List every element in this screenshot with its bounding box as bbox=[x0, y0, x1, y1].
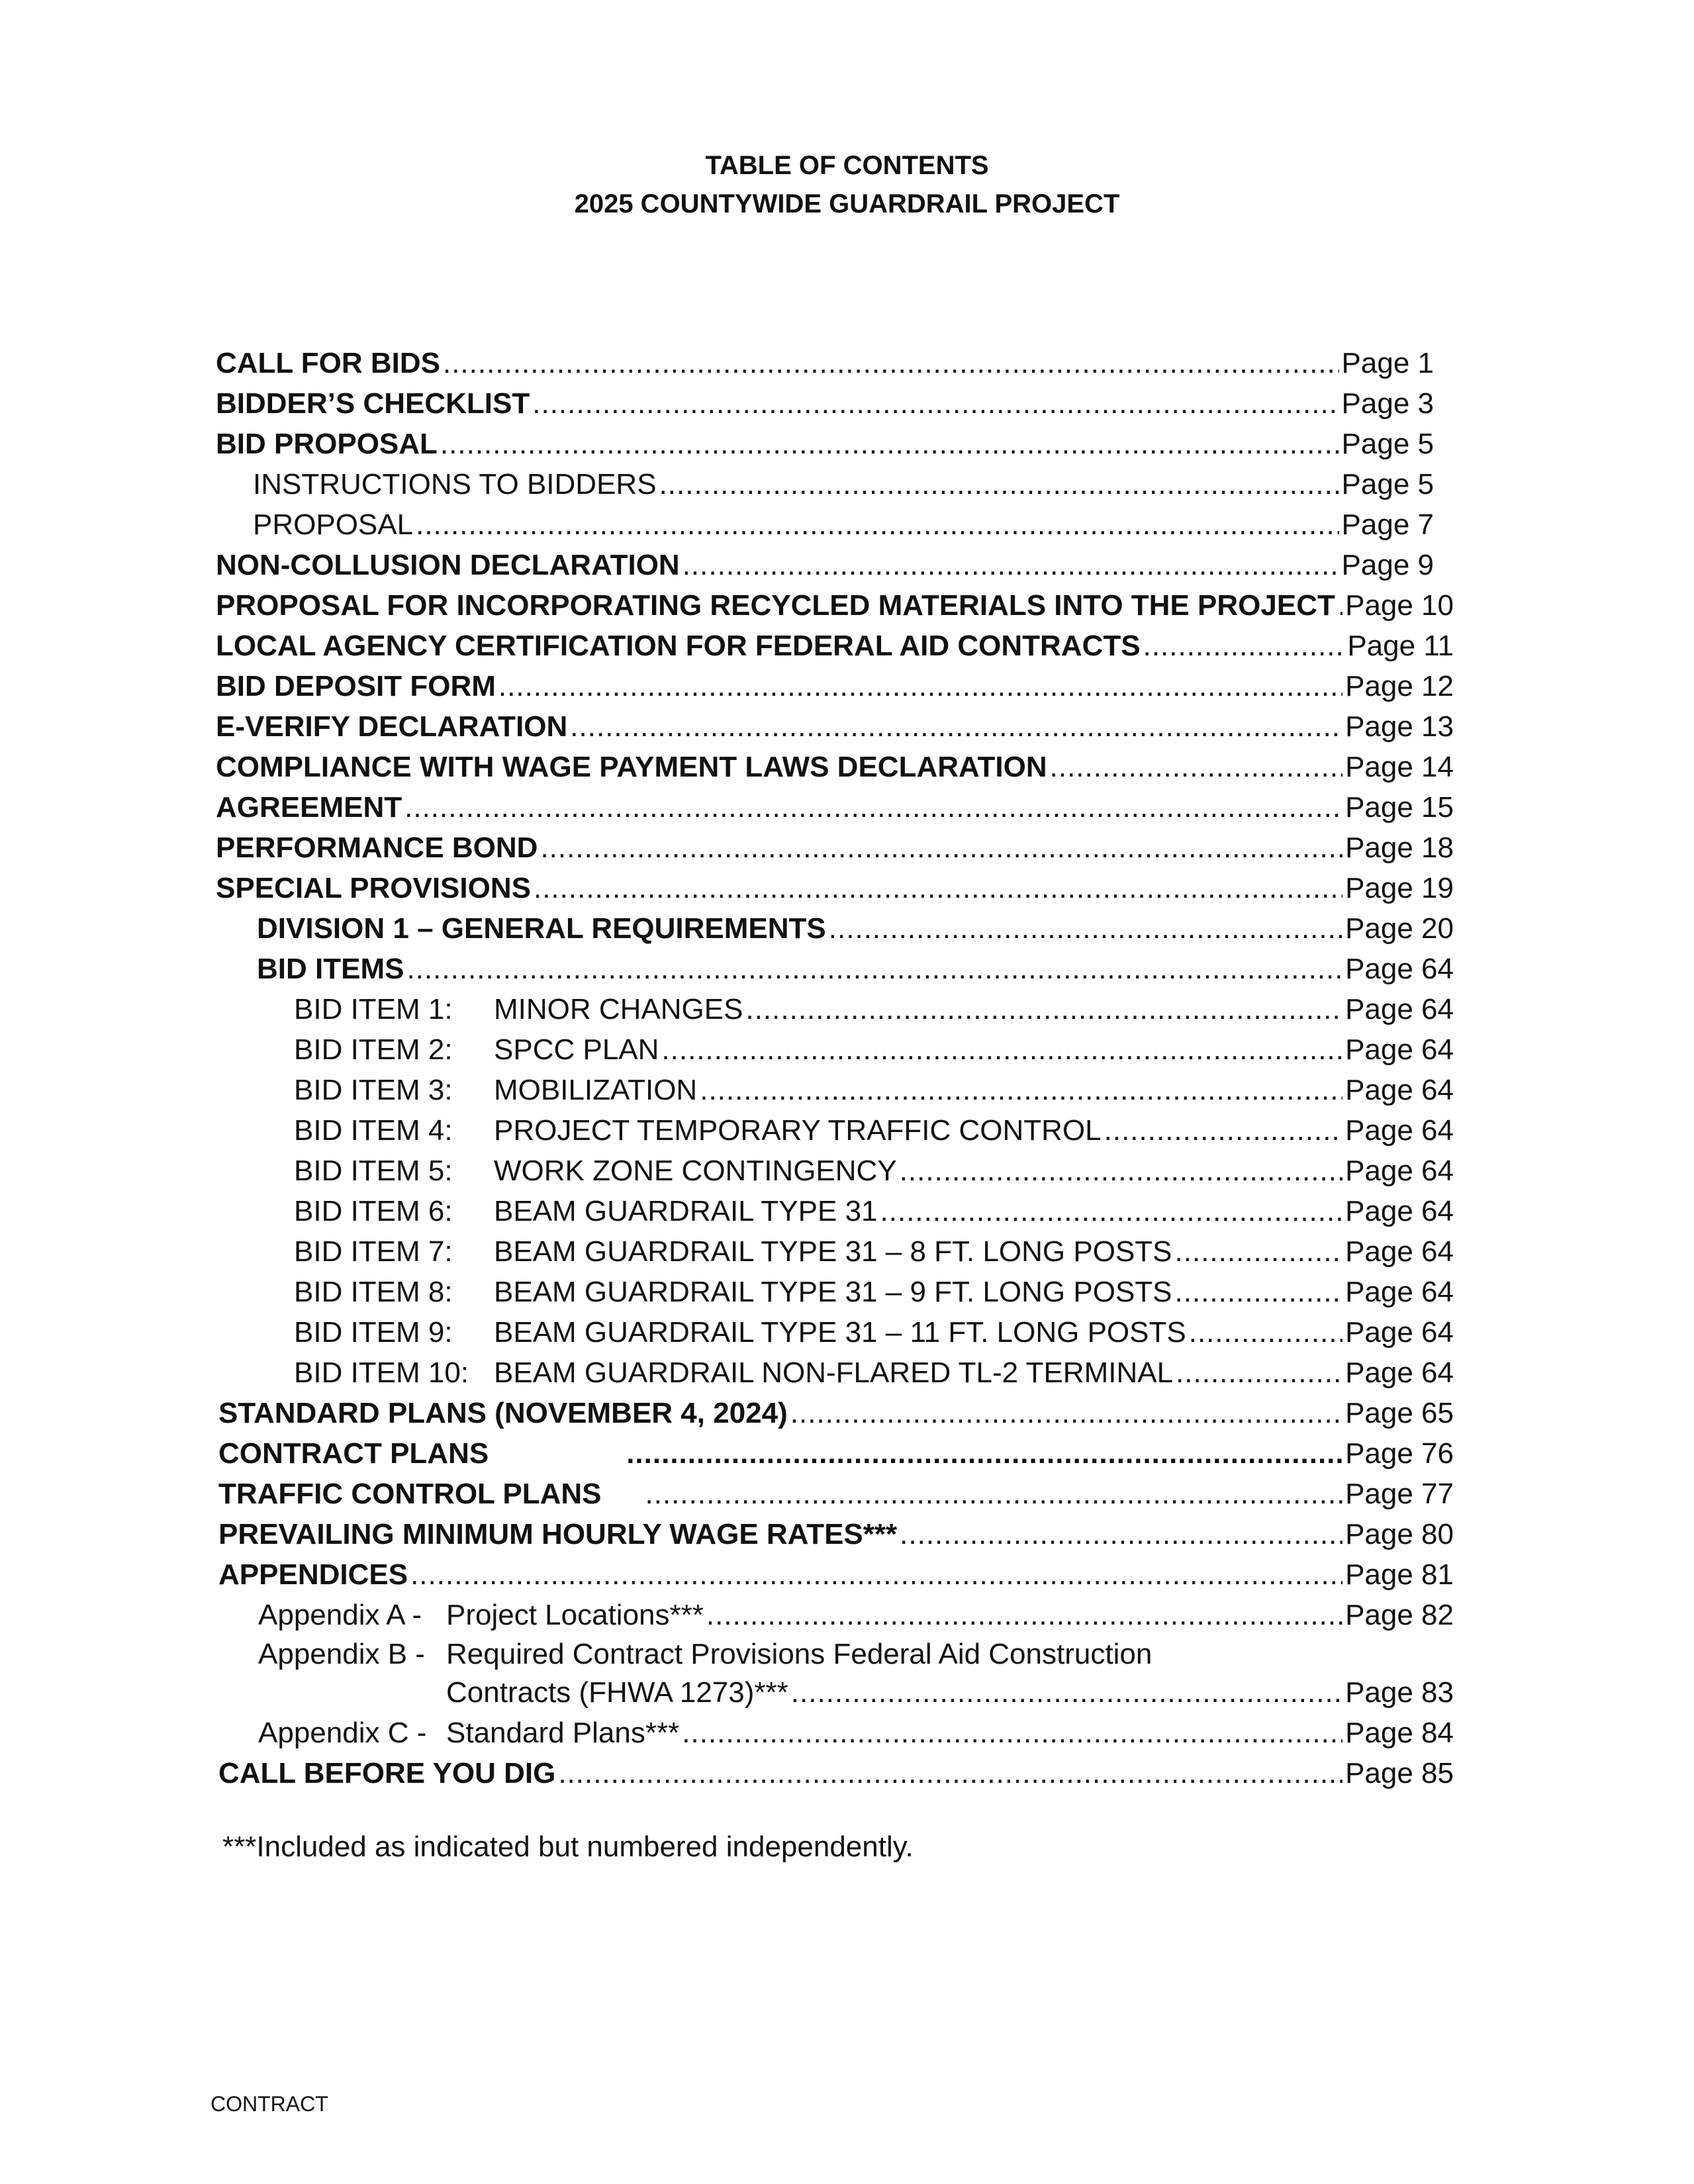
toc-entry-label: SPECIAL PROVISIONS bbox=[216, 872, 531, 904]
toc-entry-label: PREVAILING MINIMUM HOURLY WAGE RATES*** bbox=[218, 1518, 898, 1550]
toc-entry-bid-item-4[interactable] bbox=[294, 1111, 1454, 1151]
toc-entry-page: Page 64 bbox=[1345, 993, 1454, 1025]
dot-leader bbox=[745, 990, 1342, 1029]
page-subtitle: 2025 COUNTYWIDE GUARDRAIL PROJECT bbox=[574, 189, 1120, 218]
toc-entry-label: STANDARD PLANS (NOVEMBER 4, 2024) bbox=[218, 1397, 788, 1429]
toc-entry-label: Required Contract Provisions Federal Aid Construction bbox=[446, 1638, 1153, 1670]
bid-item-number: BID ITEM 9: bbox=[294, 1316, 453, 1349]
dot-leader bbox=[558, 1754, 1342, 1793]
toc-entry-bid-item-5[interactable] bbox=[294, 1151, 1454, 1191]
dot-leader bbox=[791, 1673, 1342, 1713]
toc-entry-standard-plans[interactable] bbox=[218, 1394, 1454, 1433]
toc-entry-page: Page 64 bbox=[1345, 1235, 1454, 1268]
toc-entry-page: Page 85 bbox=[1345, 1757, 1454, 1789]
dot-leader bbox=[416, 505, 1339, 545]
toc-entry-bid-deposit-form[interactable] bbox=[216, 667, 1454, 706]
toc-entry-page: Page 64 bbox=[1345, 1356, 1454, 1389]
dot-leader bbox=[498, 667, 1342, 706]
toc-entry-page: Page 5 bbox=[1341, 468, 1434, 500]
dot-leader bbox=[1104, 1111, 1342, 1151]
toc-entry-label: BEAM GUARDRAIL TYPE 31 bbox=[494, 1195, 878, 1227]
toc-entry-page: Page 64 bbox=[1345, 1276, 1454, 1308]
toc-entry-bid-items[interactable] bbox=[257, 949, 1454, 989]
toc-entry-label: CALL BEFORE YOU DIG bbox=[218, 1757, 556, 1789]
toc-entry-traffic-control-plans[interactable] bbox=[218, 1474, 1454, 1514]
toc-entry-page: Page 82 bbox=[1345, 1599, 1454, 1631]
bid-item-number: BID ITEM 1: bbox=[294, 993, 453, 1025]
toc-entry-bid-item-9[interactable] bbox=[294, 1313, 1454, 1353]
dot-leader bbox=[900, 1151, 1342, 1191]
toc-entry-page: Page 7 bbox=[1341, 508, 1434, 541]
toc-entry-bid-item-1[interactable] bbox=[294, 990, 1454, 1029]
bid-item-number: BID ITEM 8: bbox=[294, 1276, 453, 1308]
dot-leader bbox=[406, 949, 1342, 989]
dot-leader bbox=[540, 828, 1342, 868]
toc-entry-division-1[interactable] bbox=[257, 909, 1454, 949]
dot-leader bbox=[1189, 1313, 1342, 1353]
toc-entry-label: BID DEPOSIT FORM bbox=[216, 670, 496, 702]
toc-entry-special-provisions[interactable] bbox=[216, 869, 1454, 908]
appendix-letter: Appendix A - bbox=[258, 1599, 422, 1631]
bid-item-number: BID ITEM 3: bbox=[294, 1074, 453, 1106]
toc-entry-page: Page 64 bbox=[1345, 1114, 1454, 1147]
toc-entry-proposal[interactable] bbox=[253, 505, 1434, 545]
toc-entry-label: DIVISION 1 – GENERAL REQUIREMENTS bbox=[257, 912, 826, 945]
toc-entry-page: Page 12 bbox=[1345, 670, 1454, 702]
toc-entry-label: MINOR CHANGES bbox=[494, 993, 743, 1025]
toc-entry-bidders-checklist[interactable] bbox=[216, 384, 1434, 424]
toc-entry-label: BIDDER’S CHECKLIST bbox=[216, 387, 530, 420]
toc-entry-label: PROJECT TEMPORARY TRAFFIC CONTROL bbox=[494, 1114, 1102, 1147]
toc-entry-wage-payment-laws[interactable] bbox=[216, 747, 1454, 787]
toc-entry-label: E-VERIFY DECLARATION bbox=[216, 710, 568, 743]
dot-leader bbox=[1175, 1272, 1343, 1312]
toc-entry-label: APPENDICES bbox=[218, 1558, 408, 1591]
bid-item-number: BID ITEM 5: bbox=[294, 1155, 453, 1187]
toc-entry-label: BEAM GUARDRAIL NON-FLARED TL-2 TERMINAL bbox=[494, 1356, 1174, 1389]
dot-leader bbox=[790, 1394, 1342, 1433]
toc-entry-non-collusion[interactable] bbox=[216, 546, 1434, 585]
dot-leader bbox=[1050, 747, 1342, 787]
toc-entry-bid-item-10[interactable] bbox=[294, 1353, 1454, 1393]
toc-entry-label: BEAM GUARDRAIL TYPE 31 – 9 FT. LONG POSTS bbox=[494, 1276, 1172, 1308]
toc-entry-page: Page 20 bbox=[1345, 912, 1454, 945]
toc-entry-page: Page 18 bbox=[1345, 831, 1454, 864]
dot-leader bbox=[682, 546, 1339, 585]
dot-leader bbox=[534, 869, 1342, 908]
dot-leader bbox=[1175, 1232, 1343, 1272]
dot-leader bbox=[706, 1595, 1342, 1635]
toc-entry-bid-item-6[interactable] bbox=[294, 1192, 1454, 1231]
toc-entry-page: Page 65 bbox=[1345, 1397, 1454, 1429]
toc-entry-page: Page 14 bbox=[1345, 751, 1454, 783]
toc-entry-page: Page 11 bbox=[1347, 630, 1454, 662]
toc-entry-label: NON-COLLUSION DECLARATION bbox=[216, 549, 680, 581]
toc-entry-bid-item-8[interactable] bbox=[294, 1272, 1454, 1312]
dot-leader bbox=[626, 1434, 1342, 1474]
dot-leader bbox=[440, 424, 1339, 464]
toc-entry-bid-item-3[interactable] bbox=[294, 1070, 1454, 1110]
toc-entry-page: Page 64 bbox=[1345, 953, 1454, 985]
toc-entry-label: MOBILIZATION bbox=[494, 1074, 698, 1106]
toc-entry-label: CONTRACT PLANS bbox=[218, 1437, 489, 1470]
toc-entry-instructions-to-bidders[interactable] bbox=[253, 465, 1434, 504]
bid-item-number: BID ITEM 7: bbox=[294, 1235, 453, 1268]
toc-entry-page: Page 19 bbox=[1345, 872, 1454, 904]
dot-leader bbox=[645, 1474, 1343, 1514]
toc-entry-label: PERFORMANCE BOND bbox=[216, 831, 538, 864]
toc-entry-local-agency-certification[interactable] bbox=[216, 626, 1454, 666]
toc-entry-call-for-bids[interactable] bbox=[216, 344, 1434, 383]
toc-entry-bid-proposal[interactable] bbox=[216, 424, 1434, 464]
toc-entry-page: Page 64 bbox=[1345, 1155, 1454, 1187]
toc-entry-appendix-a[interactable] bbox=[258, 1595, 1454, 1635]
toc-entry-label: INSTRUCTIONS TO BIDDERS bbox=[253, 468, 657, 500]
toc-entry-appendix-c[interactable] bbox=[258, 1713, 1454, 1753]
toc-entry-page: Page 3 bbox=[1341, 387, 1434, 420]
page-title: TABLE OF CONTENTS bbox=[705, 151, 989, 180]
toc-entry-page: Page 83 bbox=[1345, 1676, 1454, 1709]
toc-entry-page: Page 10 bbox=[1345, 589, 1454, 622]
toc-entry-label: PROPOSAL FOR INCORPORATING RECYCLED MATERIALS INTO THE PROJECT bbox=[216, 589, 1335, 622]
bid-item-number: BID ITEM 4: bbox=[294, 1114, 453, 1147]
dot-leader bbox=[880, 1192, 1343, 1231]
toc-entry-label: Project Locations*** bbox=[446, 1599, 704, 1631]
toc-entry-e-verify[interactable] bbox=[216, 707, 1454, 747]
toc-entry-label: AGREEMENT bbox=[216, 791, 402, 824]
bid-item-number: BID ITEM 6: bbox=[294, 1195, 453, 1227]
dot-leader bbox=[659, 465, 1339, 504]
dot-leader bbox=[532, 384, 1339, 424]
bid-item-number: BID ITEM 2: bbox=[294, 1033, 453, 1066]
toc-entry-page: Page 77 bbox=[1345, 1478, 1454, 1510]
toc-entry-label: COMPLIANCE WITH WAGE PAYMENT LAWS DECLARATION bbox=[216, 751, 1047, 783]
dot-leader bbox=[443, 344, 1339, 383]
toc-entry-page: Page 13 bbox=[1345, 710, 1454, 743]
toc-entry-label: BID PROPOSAL bbox=[216, 428, 438, 460]
toc-entry-page: Page 81 bbox=[1345, 1558, 1454, 1591]
toc-entry-bid-item-2[interactable] bbox=[294, 1030, 1454, 1070]
toc-entry-prevailing-wage-rates[interactable] bbox=[218, 1515, 1454, 1554]
appendix-letter: Appendix C - bbox=[258, 1717, 427, 1749]
toc-entry-appendix-b-continued[interactable] bbox=[446, 1673, 1454, 1713]
toc-entry-appendix-b[interactable] bbox=[258, 1635, 1454, 1674]
toc-entry-contract-plans[interactable] bbox=[218, 1434, 1454, 1474]
page-footer: CONTRACT bbox=[211, 2092, 328, 2116]
dot-leader bbox=[661, 1030, 1342, 1070]
toc-entry-label: WORK ZONE CONTINGENCY bbox=[494, 1155, 897, 1187]
bid-item-number: BID ITEM 10: bbox=[294, 1356, 469, 1389]
toc-entry-label: CALL FOR BIDS bbox=[216, 347, 440, 379]
toc-entry-bid-item-7[interactable] bbox=[294, 1232, 1454, 1272]
toc-entry-agreement[interactable] bbox=[216, 788, 1454, 828]
toc-entry-label: Contracts (FHWA 1273)*** bbox=[446, 1676, 788, 1709]
dot-leader bbox=[682, 1713, 1342, 1753]
toc-entry-page: Page 64 bbox=[1345, 1033, 1454, 1066]
toc-entry-page: Page 9 bbox=[1341, 549, 1434, 581]
toc-entry-label: BID ITEMS bbox=[257, 953, 404, 985]
toc-entry-page: Page 76 bbox=[1345, 1437, 1454, 1470]
toc-entry-page: Page 1 bbox=[1341, 347, 1434, 379]
dot-leader bbox=[1143, 626, 1345, 666]
toc-entry-page: Page 64 bbox=[1345, 1074, 1454, 1106]
dot-leader bbox=[404, 788, 1342, 828]
toc-entry-page: Page 15 bbox=[1345, 791, 1454, 824]
toc-entry-page: Page 64 bbox=[1345, 1195, 1454, 1227]
toc-entry-performance-bond[interactable] bbox=[216, 828, 1454, 868]
toc-entry-page: Page 64 bbox=[1345, 1316, 1454, 1349]
dot-leader bbox=[1338, 586, 1342, 626]
toc-entry-recycled-materials[interactable] bbox=[216, 586, 1454, 626]
toc-entry-label: Standard Plans*** bbox=[446, 1717, 680, 1749]
dot-leader bbox=[700, 1070, 1342, 1110]
toc-entry-label: TRAFFIC CONTROL PLANS bbox=[218, 1478, 602, 1510]
dot-leader bbox=[410, 1555, 1342, 1595]
footnote: ***Included as indicated but numbered independently. bbox=[222, 1830, 914, 1863]
toc-entry-label: BEAM GUARDRAIL TYPE 31 – 11 FT. LONG POSTS bbox=[494, 1316, 1186, 1349]
toc-entry-page: Page 5 bbox=[1341, 428, 1434, 460]
dot-leader bbox=[829, 909, 1342, 949]
toc-entry-label: BEAM GUARDRAIL TYPE 31 – 8 FT. LONG POSTS bbox=[494, 1235, 1172, 1268]
toc-entry-appendices[interactable] bbox=[218, 1555, 1454, 1595]
toc-entry-label: LOCAL AGENCY CERTIFICATION FOR FEDERAL AID CONTRACTS bbox=[216, 630, 1141, 662]
toc-entry-call-before-you-dig[interactable] bbox=[218, 1754, 1454, 1793]
toc-entry-page: Page 84 bbox=[1345, 1717, 1454, 1749]
toc-entry-label: SPCC PLAN bbox=[494, 1033, 659, 1066]
dot-leader bbox=[900, 1515, 1342, 1554]
toc-entry-label: PROPOSAL bbox=[253, 508, 414, 541]
dot-leader bbox=[570, 707, 1342, 747]
dot-leader bbox=[1176, 1353, 1342, 1393]
toc-entry-page: Page 80 bbox=[1345, 1518, 1454, 1550]
appendix-letter: Appendix B - bbox=[258, 1638, 425, 1670]
